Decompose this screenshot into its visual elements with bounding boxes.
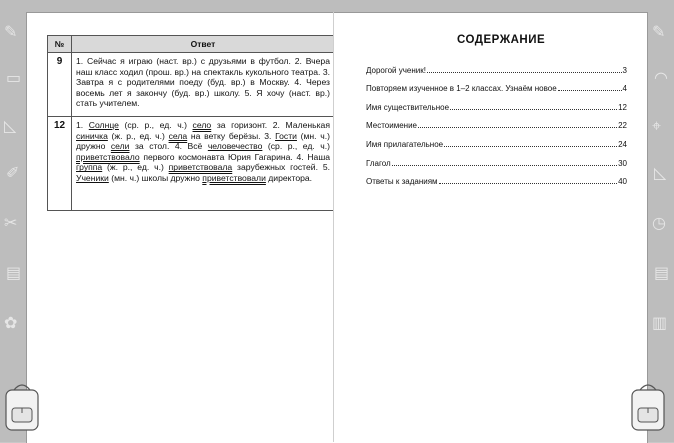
toc-entry[interactable] — [366, 93, 627, 112]
predicate-word: сели — [110, 141, 130, 152]
subject-word: Ученики — [76, 172, 109, 183]
notebook-icon: ▤ — [654, 263, 670, 282]
dot-leader — [427, 72, 622, 73]
pencil-icon: ✎ — [4, 22, 18, 41]
toc-entry[interactable] — [366, 75, 627, 94]
toc-entry-label: Повторяем изученное в 1–2 классах. Узнаём новое — [366, 84, 557, 94]
toc-entry-page: 24 — [618, 139, 627, 149]
toc-entry-page: 3 — [622, 65, 627, 75]
predicate-word: село — [192, 120, 212, 130]
toc-entry[interactable] — [366, 130, 627, 149]
page-spine — [333, 12, 334, 442]
subject-word: Солнце — [88, 120, 119, 130]
table-row — [48, 117, 335, 211]
task-number: 9 — [48, 53, 72, 117]
answer-text — [72, 53, 335, 117]
toc-entry-page: 12 — [618, 102, 627, 112]
toc-entry-label: Ответы к заданиям — [366, 177, 438, 187]
answer-text — [72, 117, 335, 211]
toc-entry-page: 4 — [622, 84, 627, 94]
backpack-icon — [0, 380, 44, 436]
subject-word: человечество — [207, 141, 263, 152]
protractor-icon: ◠ — [654, 68, 668, 87]
triangle-icon: ◺ — [654, 163, 667, 182]
pen-icon: ✐ — [6, 163, 20, 182]
dot-leader — [444, 146, 617, 147]
backpack-icon — [626, 380, 670, 436]
toc-entry[interactable] — [366, 56, 627, 75]
scissors-icon: ✂ — [4, 213, 18, 232]
subject-word: синичка — [76, 130, 108, 141]
predicate-word: приветствовала — [168, 162, 233, 173]
toc-entry-label: Глагол — [366, 158, 391, 168]
column-header-answer: Ответ — [72, 36, 335, 53]
compass-icon: ⌖ — [652, 116, 662, 135]
toc-entry-label: Имя существительное — [366, 102, 450, 112]
answer-fragment: (мн. ч.) дружно — [76, 130, 330, 152]
task-number: 12 — [48, 117, 72, 211]
book-icon: ▥ — [652, 313, 668, 332]
toc-entry[interactable] — [366, 168, 627, 187]
predicate-word: села — [168, 130, 188, 141]
book-icon: ▤ — [6, 263, 22, 282]
ruler-icon: ▭ — [6, 68, 22, 87]
toc-entry-label: Дорогой ученик! — [366, 65, 426, 75]
triangle-icon: ◺ — [4, 116, 17, 135]
answer-fragment: (мн. ч.) школы дружно — [108, 172, 203, 183]
toc-entry-page: 40 — [618, 177, 627, 187]
clock-icon: ◷ — [652, 213, 666, 232]
answer-fragment: (ср. р., ед. ч.) — [262, 141, 330, 152]
toc-entry-label: Имя прилагательное — [366, 139, 444, 149]
column-header-number: № — [48, 36, 72, 53]
subject-word: Гости — [275, 130, 297, 141]
dot-leader — [558, 90, 622, 91]
answer-fragment: 1. — [76, 120, 89, 130]
answer-fragment: 1. Сейчас я играю (наст. вр.) с друзьями в футбол. 2. Вчера наш класс ходил (прош. вр.) на спектакль кукольного театра. 3. Завтра я с родителями поеду (буд. вр.) в Москву. 4. Через восемь лет я закончу (буд. вр.) школу. 5. Я хочу (наст. вр.) стать учителем. — [76, 56, 330, 109]
subject-word: группа — [76, 162, 103, 173]
toc-entry-label: Местоимение — [366, 121, 417, 131]
dot-leader — [450, 109, 617, 110]
left-page — [26, 12, 334, 443]
table-header-row — [48, 36, 335, 53]
paint-icon: ✿ — [4, 313, 18, 332]
toc-entry-page: 22 — [618, 121, 627, 131]
table-body — [48, 53, 335, 211]
contents-title: СОДЕРЖАНИЕ — [457, 34, 546, 46]
answer-fragment: (ср. р., ед. ч.) — [118, 120, 193, 130]
predicate-word: приветствовали — [202, 172, 266, 183]
dot-leader — [392, 165, 617, 166]
dot-leader — [439, 183, 618, 184]
table-row — [48, 53, 335, 117]
pencil-icon: ✎ — [652, 22, 666, 41]
answer-fragment: (ж. р., ед. ч.) — [102, 162, 169, 173]
answers-table — [47, 35, 335, 211]
answer-fragment: за стол. 4. Всё — [129, 141, 208, 152]
answer-fragment: первого космонавта Юрия Гагарина. 4. Наша — [139, 151, 330, 162]
answer-fragment: на ветку берёзы. 3. — [187, 130, 276, 141]
predicate-word: приветствовало — [76, 151, 140, 162]
table-of-contents — [366, 56, 627, 186]
answer-fragment: (ж. р., ед. ч.) — [107, 130, 169, 141]
toc-entry[interactable] — [366, 149, 627, 168]
toc-entry-page: 30 — [618, 158, 627, 168]
toc-entry[interactable] — [366, 112, 627, 131]
answer-fragment: за горизонт. 2. Маленькая — [211, 120, 330, 130]
answer-fragment: директора. — [265, 172, 313, 183]
answer-fragment: зарубежных гостей. 5. — [232, 162, 330, 173]
dot-leader — [418, 127, 617, 128]
